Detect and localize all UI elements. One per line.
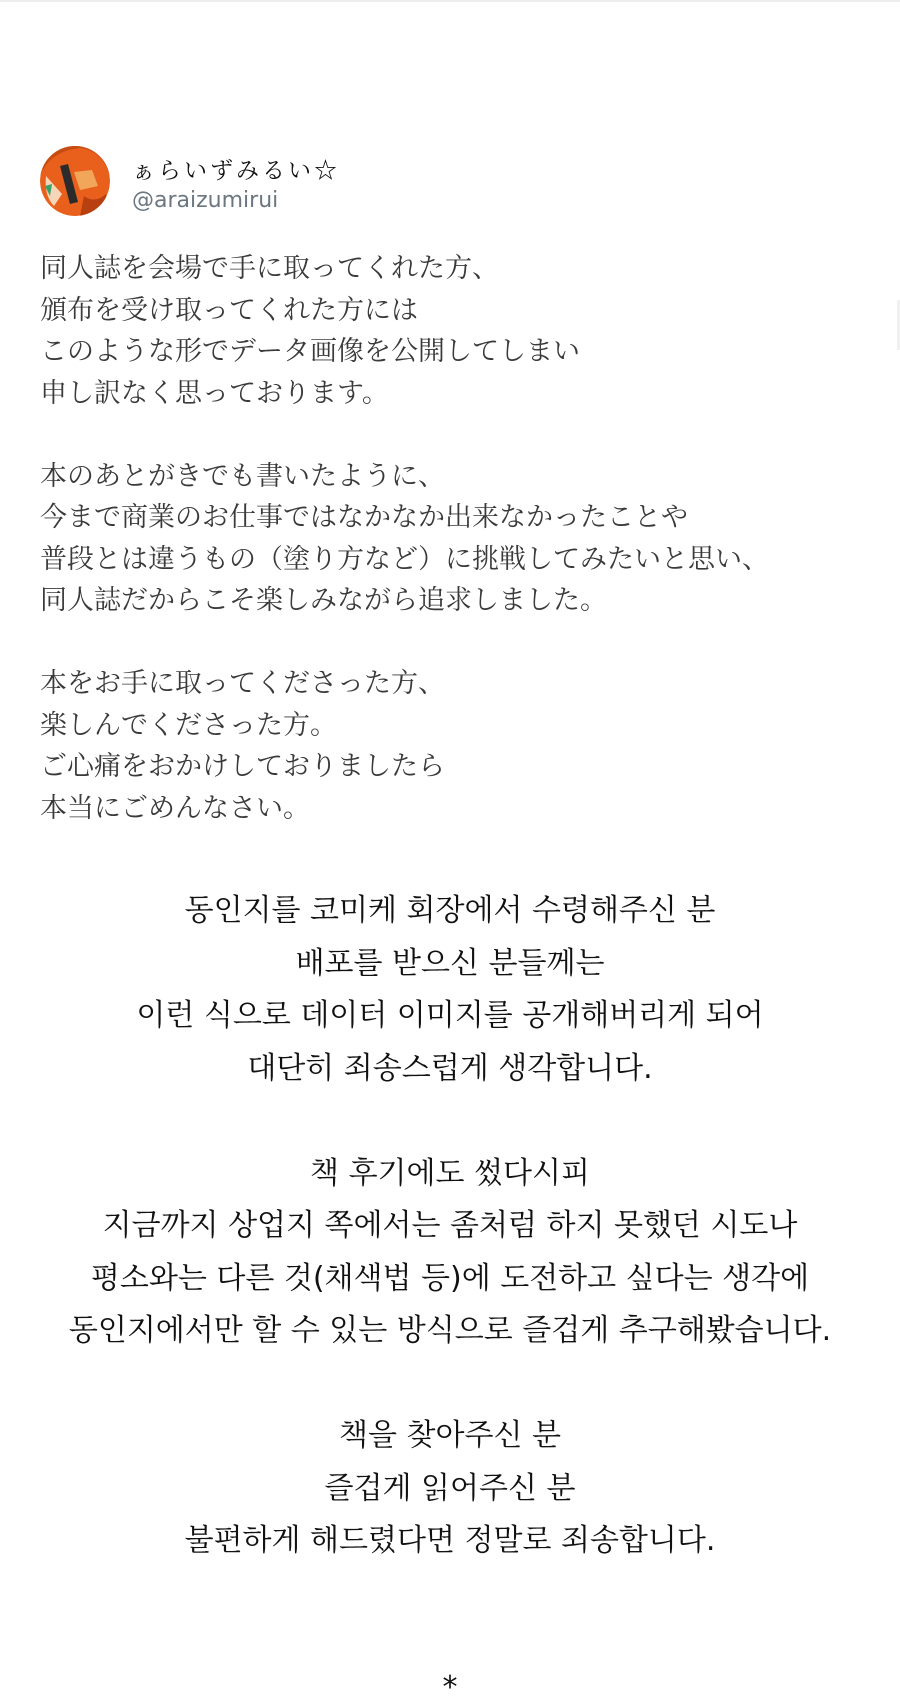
tweet-line: ご心痛をおかけしておりましたら	[40, 751, 445, 782]
tweet-line: 同人誌を会場で手に取ってくれた方、	[40, 253, 499, 284]
top-divider	[0, 0, 900, 2]
tweet-paragraph	[40, 248, 880, 414]
avatar-image	[40, 146, 110, 216]
translation-paragraph	[0, 1410, 900, 1568]
translation-line: 평소와는 다른 것(채색법 등)에 도전하고 싶다는 생각에	[90, 1260, 810, 1296]
tweet-line: 楽しんでくださった方。	[40, 709, 337, 741]
translation-line: 지금까지 상업지 쪽에서는 좀처럼 하지 못했던 시도나	[102, 1208, 798, 1243]
translation-line: 동인지를 코미케 회장에서 수령해주신 분	[184, 893, 716, 928]
translation-line: 책 후기에도 썼다시피	[310, 1155, 590, 1191]
tweet-paragraph	[40, 456, 880, 622]
tweet-paragraph	[40, 663, 880, 829]
avatar[interactable]	[40, 146, 110, 216]
display-name[interactable]: ぁらいずみるい☆	[132, 158, 340, 184]
tweet-line: 頒布を受け取ってくれた方には	[40, 294, 418, 326]
tweet-line: このような形でデータ画像を公開してしまい	[40, 336, 580, 367]
tweet-author[interactable]	[40, 146, 540, 226]
user-handle[interactable]: @araizumirui	[132, 188, 279, 213]
translation-line: 배포를 받으신 분들께는	[295, 945, 605, 981]
tweet-line: 申し訳なく思っております。	[40, 377, 389, 409]
translation-line: 즐겁게 읽어주신 분	[324, 1470, 576, 1506]
tweet-line: 本のあとがきでも書いたように、	[40, 460, 445, 492]
tweet-body	[40, 248, 880, 829]
translation-line: 이런 식으로 데이터 이미지를 공개해버리게 되어	[136, 998, 764, 1033]
translation-line: 책을 찾아주신 분	[339, 1418, 561, 1453]
translation-paragraph	[0, 1148, 900, 1358]
tweet-line: 今まで商業のお仕事ではなかなか出来なかったことや	[40, 502, 688, 533]
tweet-line: 同人誌だからこそ楽しみながら追求しました。	[40, 585, 607, 616]
tweet-line: 本をお手に取ってくださった方、	[40, 668, 445, 699]
section-separator: *	[442, 1670, 458, 1705]
translation-line: 동인지에서만 할 수 있는 방식으로 즐겁게 추구해봤습니다.	[68, 1313, 832, 1348]
translation-paragraph	[0, 885, 900, 1095]
tweet-line: 普段とは違うもの（塗り方など）に挑戦してみたいと思い、	[40, 543, 769, 575]
translation-line: 대단히 죄송스럽게 생각합니다.	[247, 1050, 653, 1086]
korean-translation	[0, 885, 900, 1620]
translation-line: 불편하게 해드렸다면 정말로 죄송합니다.	[184, 1523, 716, 1558]
tweet-line: 本当にごめんなさい。	[40, 792, 310, 824]
